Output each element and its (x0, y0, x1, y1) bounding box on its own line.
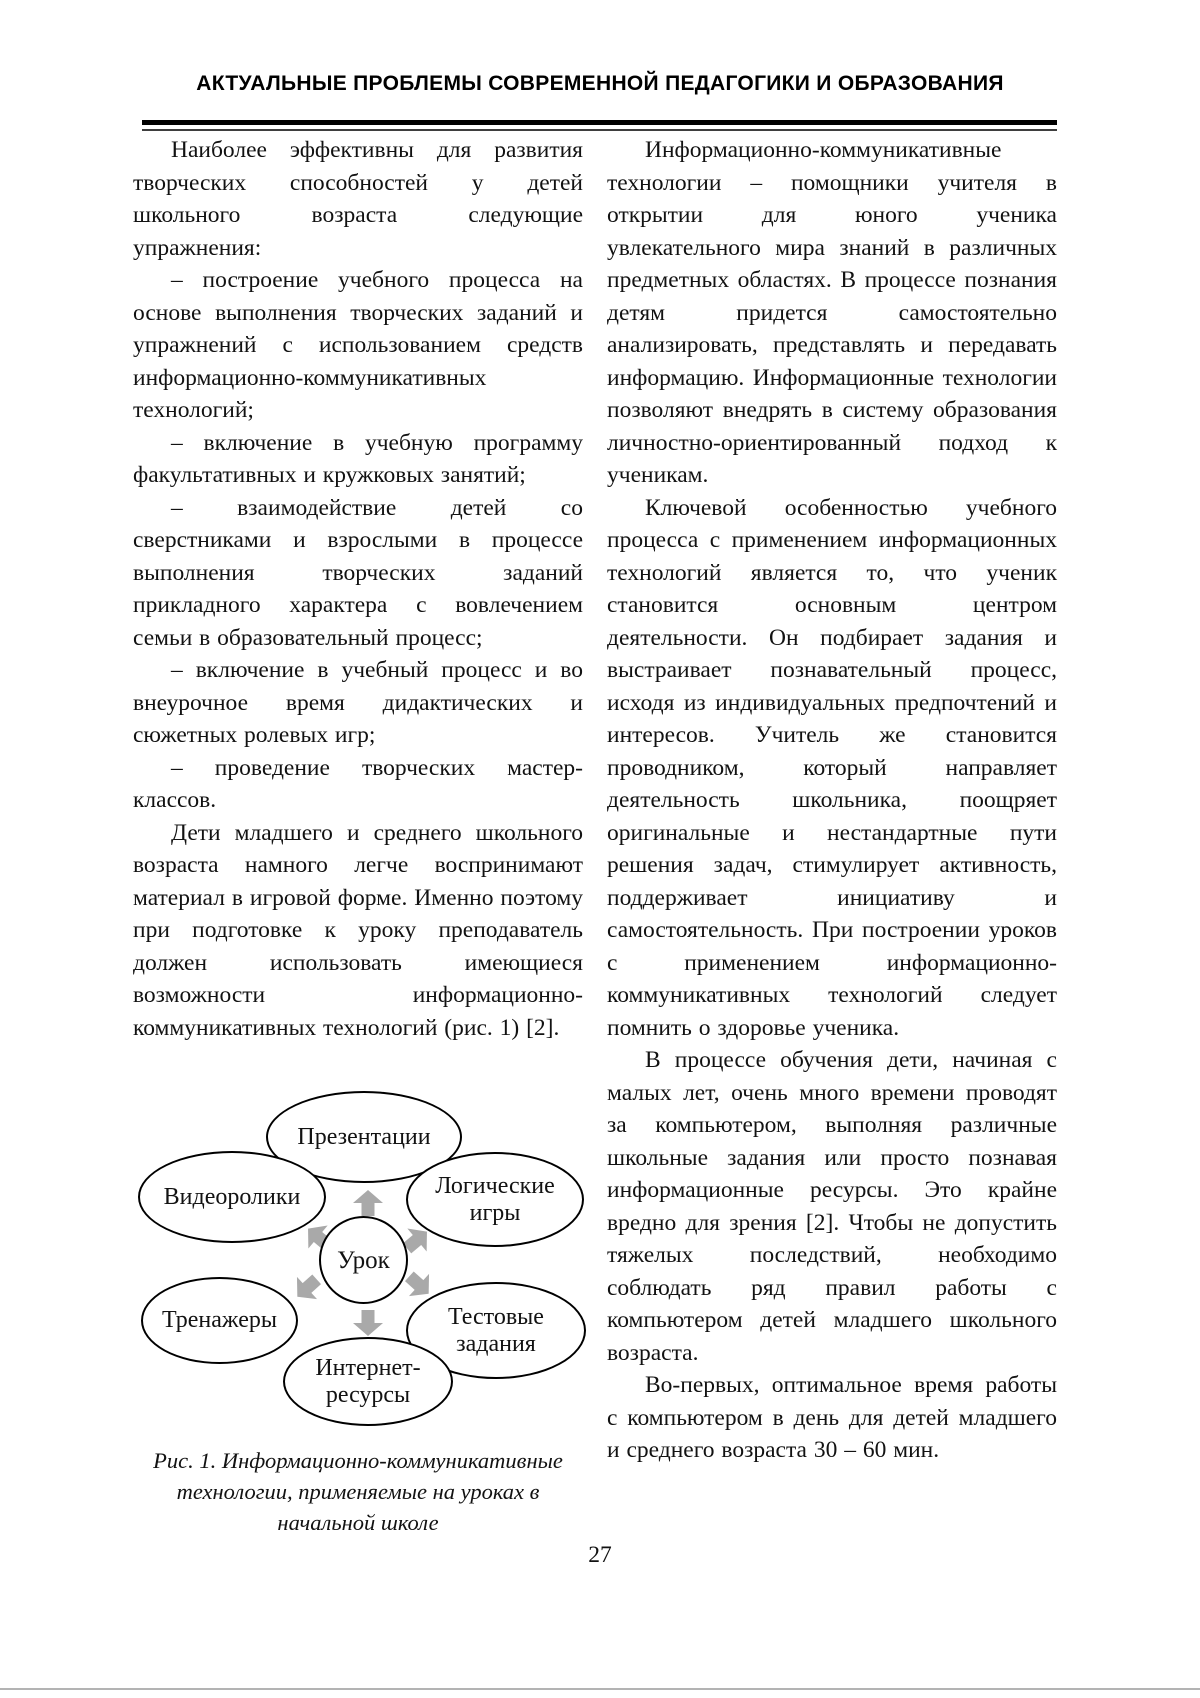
diagram-node-presentations: Презентации (266, 1091, 462, 1183)
paragraph: Дети младшего и среднего школьного возраста намного легче воспринимают материал в игровой форме. Именно поэтому при подготовке к уроку преподаватель должен использовать имеющиеся возможности информационно-коммуникативных технологий (рис. 1) [2]. (133, 819, 583, 1041)
diagram-node-lesson: Урок (319, 1216, 408, 1304)
page-bottom-divider (0, 1688, 1200, 1690)
diagram-node-test-tasks: Тестовые задания (406, 1282, 586, 1379)
header-rule-thin (142, 129, 1057, 131)
diagram-node-videos: Видеоролики (138, 1151, 326, 1243)
page-number: 27 (588, 1542, 612, 1568)
paragraph: Ключевой особенностью учебного процесса с применением информационных технологий является то, что ученик становится основным центром деятельности. Он подбирает задания и выстраивает познавательный процесс, исходя из индивидуальных предпочтений и интересов. Учитель же становится проводником, который направляет деятельность школьника, поощряет оригинальные и нестандартные пути решения задач, стимулирует активность, поддерживает инициативу и самостоятельность. При построении уроков с применением информационно-коммуникативных технологий следует помнить о здоровье ученика. (607, 494, 1057, 1041)
arrow-up-icon (353, 1190, 383, 1216)
two-column-body (133, 134, 1057, 1538)
diagram-node-logic-games: Логические игры (406, 1152, 584, 1247)
list-item-dash: – проведение творческих мастер-классов. (133, 754, 583, 813)
running-header: АКТУАЛЬНЫЕ ПРОБЛЕМЫ СОВРЕМЕННОЙ ПЕДАГОГИКИ И ОБРАЗОВАНИЯ (196, 72, 1004, 95)
paragraph: Наиболее эффективны для развития творческих способностей у детей школьного возраста следующие упражнения: (133, 137, 583, 261)
paragraph: В процессе обучения дети, начиная с малых лет, очень много времени проводят за компьютером, выполняя различные школьные задания или просто познавая информационные ресурсы. Это крайне вредно для зрения [2]. Чтобы не допустить тяжелых последствий, необходимо соблюдать ряд правил работы с компьютером детей младшего школьного возраста. (607, 1047, 1057, 1366)
diagram-node-trainers: Тренажеры (141, 1277, 298, 1364)
paragraph: Информационно-коммуникативные технологии – помощники учителя в открытии для юного ученика увлекательного мира знаний в различных предметных областях. В процессе познания детям придется самостоятельно анализировать, представлять и передавать информацию. Информационные технологии позволяют внедрять в систему образования личностно-ориентированный подход к ученикам. (607, 137, 1057, 488)
list-item-dash: – включение в учебный процесс и во внеурочное время дидактических и сюжетных ролевых игр; (133, 657, 583, 748)
diagram-node-internet-resources: Интернет-ресурсы (283, 1337, 453, 1426)
paragraph: Во-первых, оптимальное время работы с компьютером в день для детей младшего и среднего возраста 30 – 60 мин. (607, 1372, 1057, 1463)
figure-caption: Рис. 1. Информационно-коммуникативные технологии, применяемые на уроках в начальной школе (153, 1448, 563, 1535)
left-column (133, 134, 583, 1538)
list-item-dash: – включение в учебную программу факультативных и кружковых занятий; (133, 429, 583, 488)
right-column (607, 134, 1057, 1538)
list-item-dash: – построение учебного процесса на основе выполнения творческих заданий и упражнений с использованием средств информационно-коммуникативных технологий; (133, 267, 583, 423)
header-rule-thick (142, 120, 1057, 125)
list-item-dash: – взаимодействие детей со сверстниками и взрослыми в процессе выполнения творческих заданий прикладного характера с вовлечением семьи в образовательный процесс; (133, 494, 583, 651)
arrow-down-icon (353, 1310, 383, 1336)
figure-diagram (131, 1086, 589, 1431)
